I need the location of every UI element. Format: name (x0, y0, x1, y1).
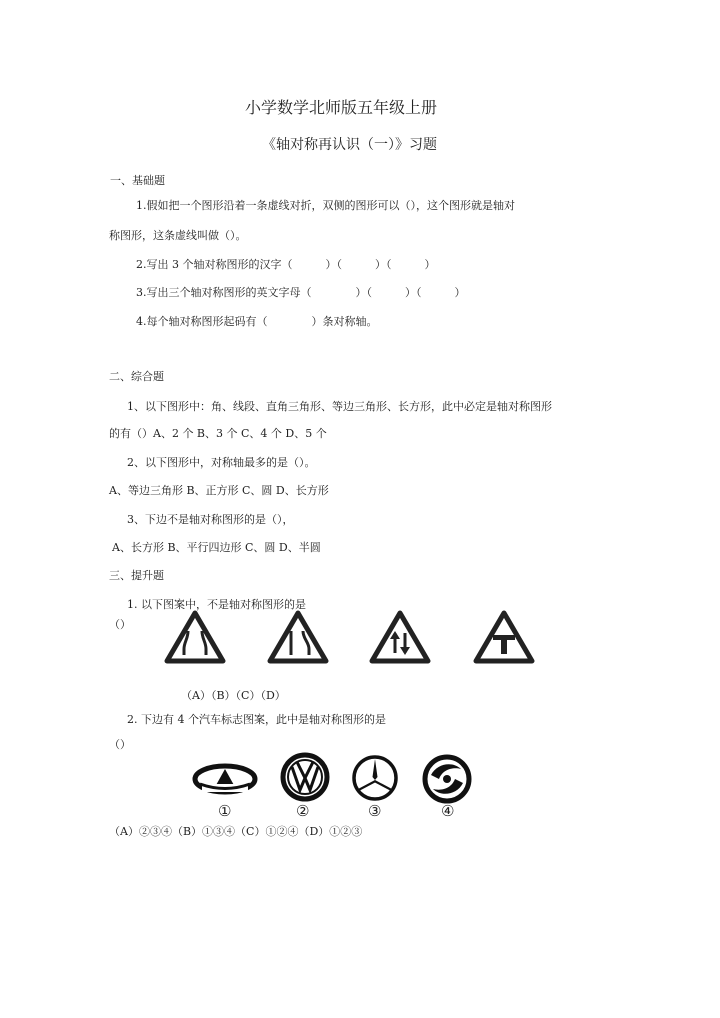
section1-q1-line2: 称图形，这条虚线叫做（）。 (109, 229, 247, 242)
section1-q2: 2.写出 3 个轴对称图形的汉字（ ）（ ）（ ） (136, 258, 436, 271)
logo-number-3: ③ (368, 802, 382, 820)
section2-q3-line2: A、长方形 B、平行四边形 C、圆 D、半圆 (112, 541, 321, 554)
road-narrows-sign-icon (163, 609, 227, 665)
infiniti-logo-icon (192, 762, 258, 796)
section3-q1-line1: 1. 以下图案中，不是轴对称图形的是 (127, 598, 306, 611)
section1-q3: 3.写出三个轴对称图形的英文字母（ ）（ ）（ ） (136, 286, 466, 299)
t-junction-sign-icon (472, 609, 536, 665)
section3-q1-line2: （） (109, 618, 131, 631)
section1-q4: 4.每个轴对称图形起码有（ ）条对称轴。 (136, 315, 378, 328)
section2-q1-line2: 的有（）A、2 个 B、3 个 C、4 个 D、5 个 (109, 427, 327, 440)
dongfeng-logo-icon (421, 753, 473, 805)
section2-q2-line1: 2、以下图形中，对称轴最多的是（）。 (127, 456, 316, 469)
section3-q2-answers: （A）②③④（B）①③④（C）①②④（D）①②③ (109, 825, 363, 838)
right-lane-ends-sign-icon (266, 609, 330, 665)
section2-q1-line1: 1、以下图形中：角、线段、直角三角形、等边三角形、长方形，此中必定是轴对称图形 (127, 400, 552, 413)
page-subtitle: 《轴对称再认识（一）》习题 (262, 137, 437, 153)
section3-q2-line1: 2. 下边有 4 个汽车标志图案，此中是轴对称图形的是 (127, 713, 386, 726)
section3-q1-options: （A）（B）（C）（D） (181, 689, 286, 702)
logo-number-2: ② (296, 802, 310, 820)
volkswagen-logo-icon (280, 752, 330, 802)
section2-heading: 二、综合题 (109, 370, 164, 383)
section2-q3-line1: 3、下边不是轴对称图形的是（）， (127, 513, 294, 526)
section2-q2-line2: A、等边三角形 B、正方形 C、圆 D、长方形 (109, 484, 329, 497)
logo-number-1: ① (218, 802, 232, 820)
two-way-traffic-sign-icon (368, 609, 432, 665)
section1-q1-line1: 1.假如把一个图形沿着一条虚线对折，双侧的图形可以（），这个图形就是轴对 (136, 199, 515, 212)
section1-heading: 一、基础题 (110, 174, 165, 187)
section3-heading: 三、提升题 (109, 569, 164, 582)
mercedes-benz-logo-icon (350, 753, 400, 803)
section3-q2-line2: （） (109, 738, 131, 751)
page-title: 小学数学北师版五年级上册 (245, 98, 438, 117)
logo-number-4: ④ (441, 802, 455, 820)
